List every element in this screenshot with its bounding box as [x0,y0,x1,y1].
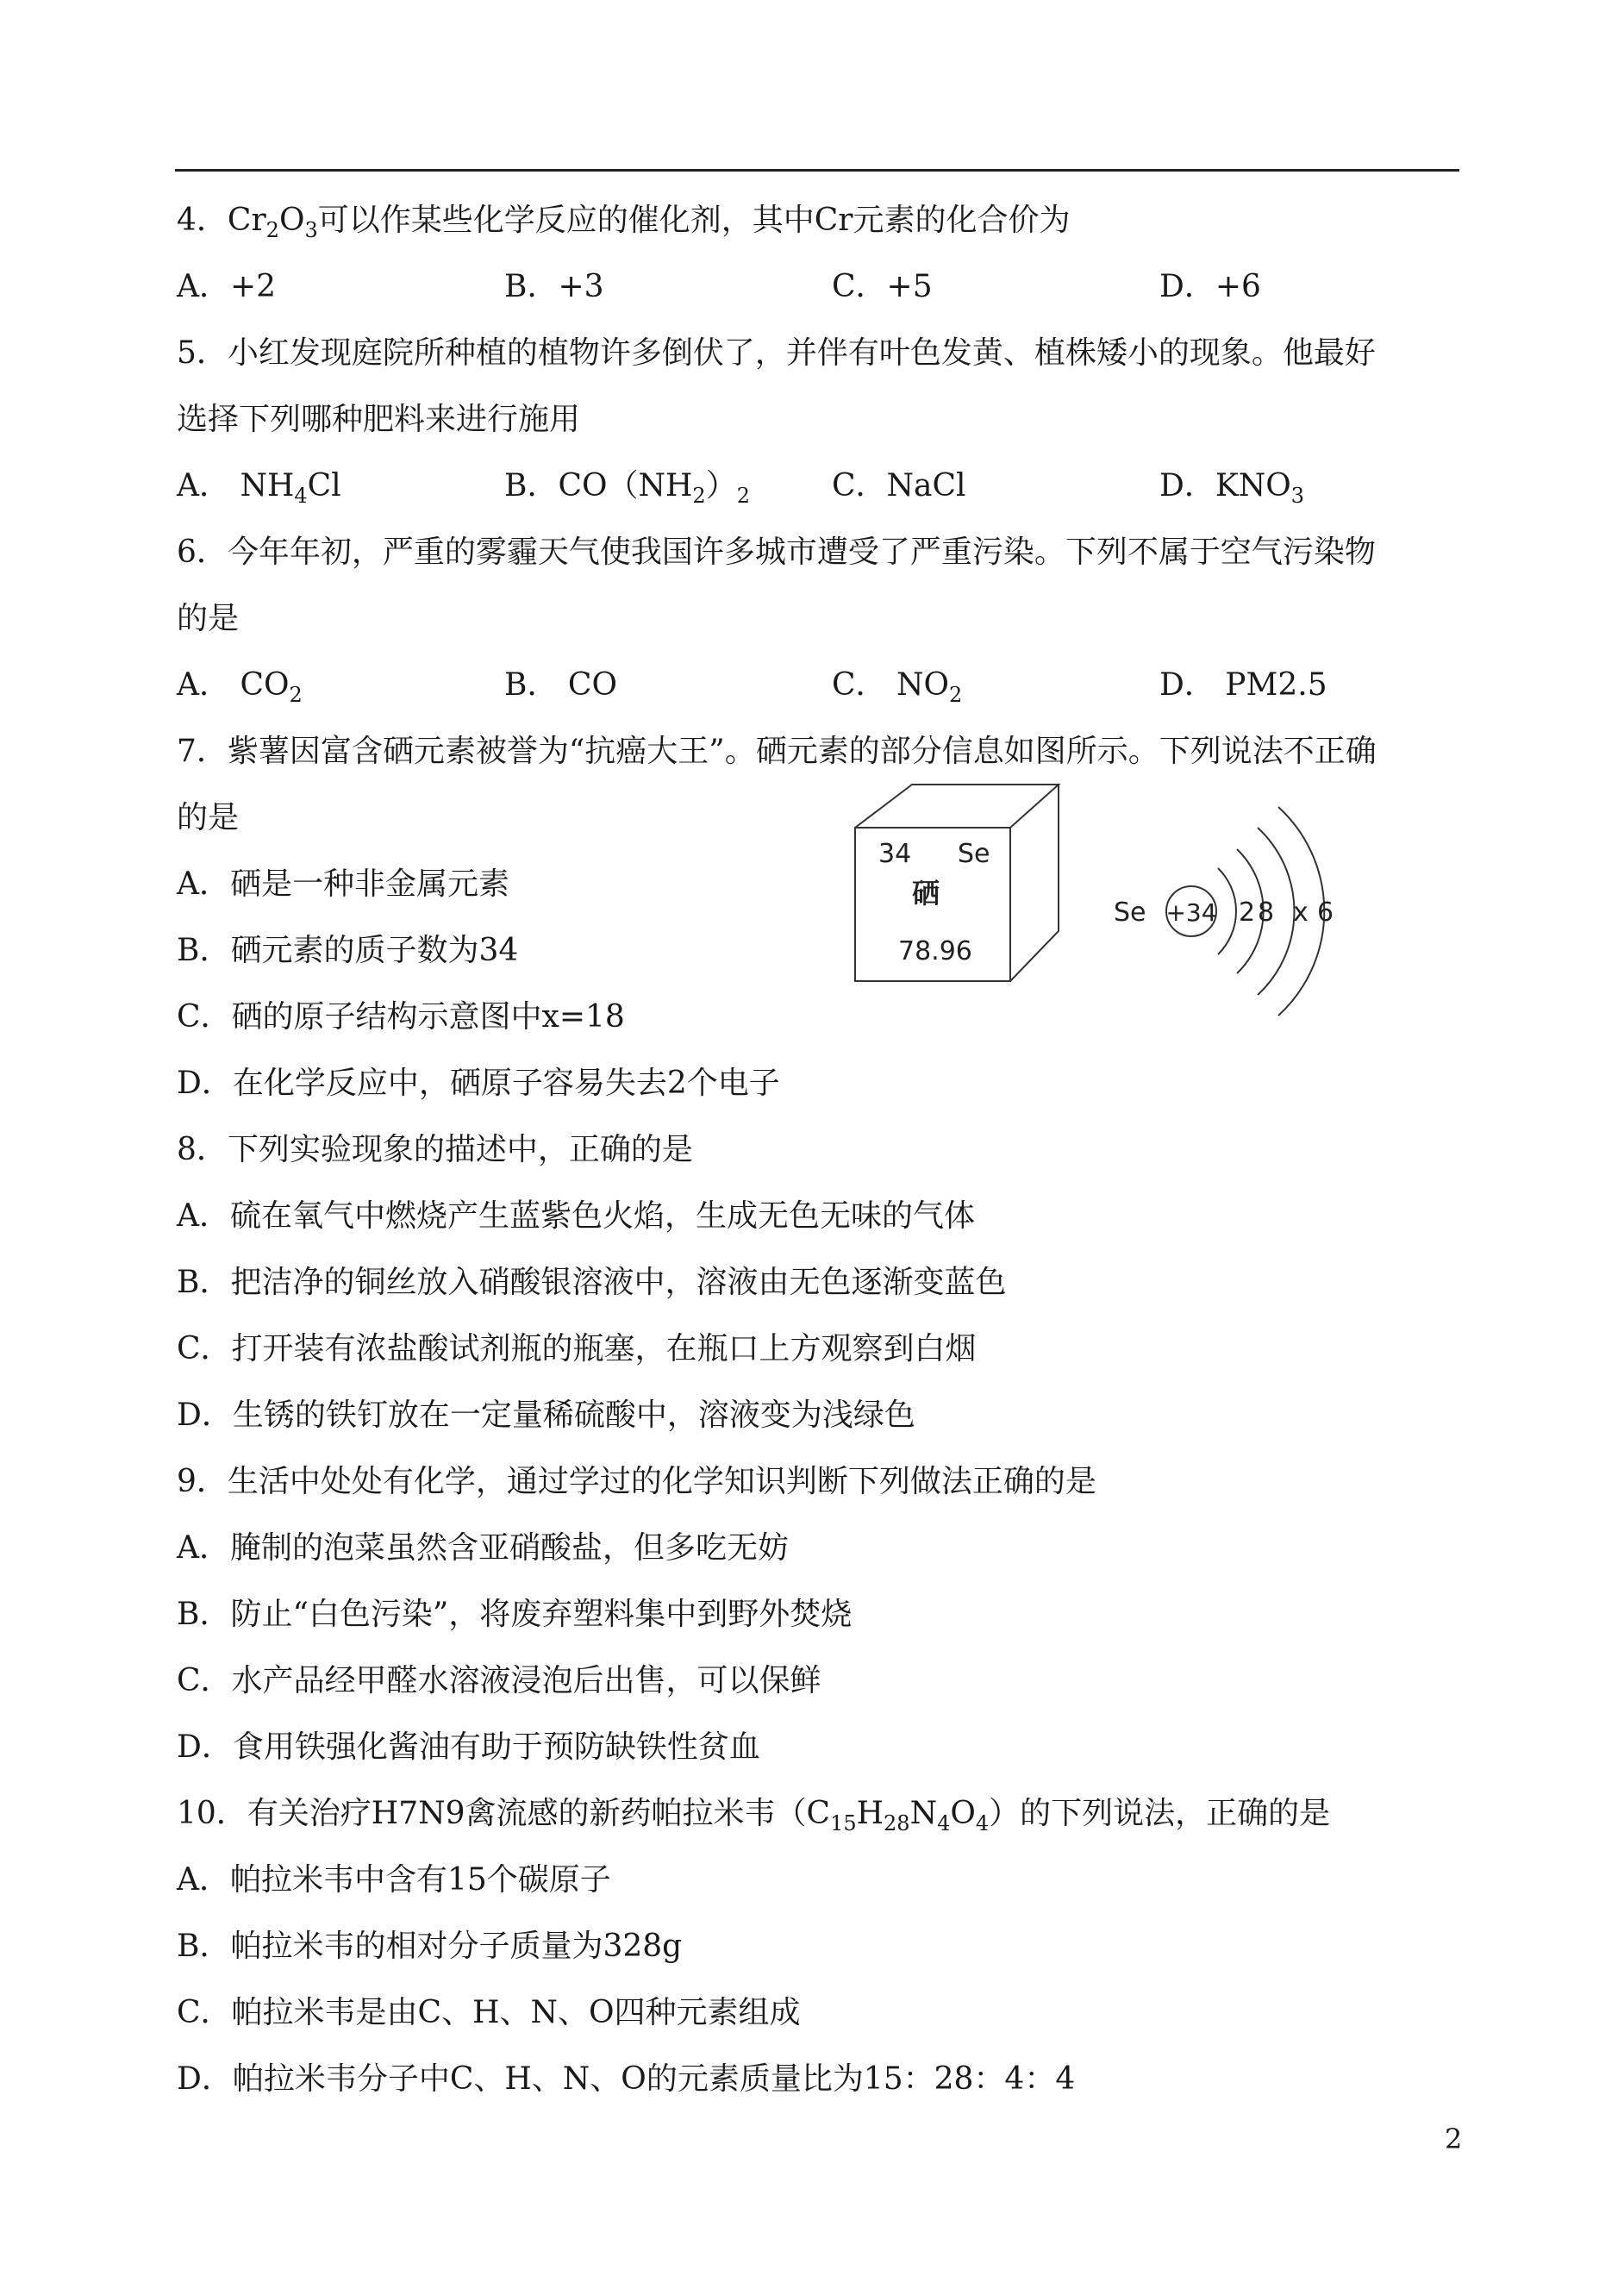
question-6-stem-line-2: 的是 [177,601,240,636]
question-4-option-d: D．+6 [1159,269,1261,304]
atom-structure-diagram [1114,807,1334,1016]
atomic-mass: 78.96 [898,936,972,966]
question-7-option-a: A．硒是一种非金属元素 [177,866,509,902]
question-7-option-c: C．硒的原子结构示意图中x=18 [177,999,625,1035]
question-9-stem: 9．生活中处处有化学，通过学过的化学知识判断下列做法正确的是 [177,1464,1096,1499]
question-9-option-b: B．防止“白色污染”，将废弃塑料集中到野外焚烧 [177,1597,853,1632]
question-5-option-c: C．NaCl [832,468,966,503]
question-10-option-b: B．帕拉米韦的相对分子质量为328g [177,1929,683,1964]
question-6-option-c: C． $NO_2$ [832,667,963,707]
question-5-stem-line-1: 5．小红发现庭院所种植的植物许多倒伏了，并伴有叶色发黄、植株矮小的现象。他最好 [177,335,1376,371]
question-9-option-d: D．食用铁强化酱油有助于预防缺铁性贫血 [177,1729,760,1765]
question-10-option-a: A．帕拉米韦中含有15个碳原子 [177,1862,611,1898]
question-7-stem-line-2: 的是 [177,800,240,835]
question-5-option-d: D．$KNO_3$ [1159,468,1305,508]
atom-symbol: Se [1114,897,1146,928]
element-name: 硒 [912,877,940,910]
question-4-stem: 4．$Cr_2O_3$可以作某些化学反应的催化剂，其中Cr元素的化合价为 [177,203,1071,242]
question-4-option-b: B．+3 [504,269,604,304]
element-symbol: Se [958,839,990,869]
question-9-option-a: A．腌制的泡菜虽然含亚硝酸盐，但多吃无妨 [177,1530,789,1566]
question-6-option-b: B． CO [504,667,617,703]
question-9-option-c: C．水产品经甲醛水溶液浸泡后出售，可以保鲜 [177,1663,821,1698]
shell-1-electrons: 2 [1239,897,1256,928]
question-7-option-d: D．在化学反应中，硒原子容易失去2个电子 [177,1066,780,1101]
question-8-stem: 8．下列实验现象的描述中，正确的是 [177,1132,693,1167]
question-5-stem-line-2: 选择下列哪种肥料来进行施用 [177,402,581,437]
question-6-option-a: A． $CO_2$ [177,667,303,707]
question-5-option-a: A． $NH_4Cl$ [177,468,341,508]
question-8-option-a: A．硫在氧气中燃烧产生蓝紫色火焰，生成无色无味的气体 [177,1198,975,1234]
atomic-number: 34 [878,839,912,869]
question-10-stem: 10．有关治疗H7N9禽流感的新药帕拉米韦$(C_{15}H_{28}N_4O_4)$的下列说法，正确的是 [177,1796,1331,1835]
page-number: 2 [1445,2123,1463,2155]
question-10-option-d: D．帕拉米韦分子中C、H、N、O的元素质量比为15：28：4：4 [177,2061,1076,2097]
question-6-option-d: D． PM2.5 [1159,667,1327,703]
question-8-option-d: D．生锈的铁钉放在一定量稀硫酸中，溶液变为浅绿色 [177,1398,915,1433]
question-10-option-c: C．帕拉米韦是由C、H、N、O四种元素组成 [177,1995,801,2030]
shell-2-electrons: 8 [1258,897,1275,928]
shell-3-electrons: x [1293,897,1309,928]
question-4-option-c: C．+5 [832,269,933,304]
question-4-option-a: A．+2 [177,269,277,304]
nucleus-charge: +34 [1165,898,1217,927]
question-8-option-c: C．打开装有浓盐酸试剂瓶的瓶塞，在瓶口上方观察到白烟 [177,1331,977,1366]
question-8-option-b: B．把洁净的铜丝放入硝酸银溶液中，溶液由无色逐渐变蓝色 [177,1265,1007,1300]
selenium-figure [849,776,1358,1043]
shell-4-electrons: 6 [1317,897,1334,928]
question-7-option-b: B．硒元素的质子数为34 [177,933,519,968]
question-5-option-b: B．$CO(NH_2)_2$ [504,468,750,508]
question-6-stem-line-1: 6．今年年初，严重的雾霾天气使我国许多城市遭受了严重污染。下列不属于空气污染物 [177,535,1376,570]
question-7-stem-line-1: 7．紫薯因富含硒元素被誉为“抗癌大王”。硒元素的部分信息如图所示。下列说法不正确 [177,734,1377,769]
header-rule [175,169,1459,172]
